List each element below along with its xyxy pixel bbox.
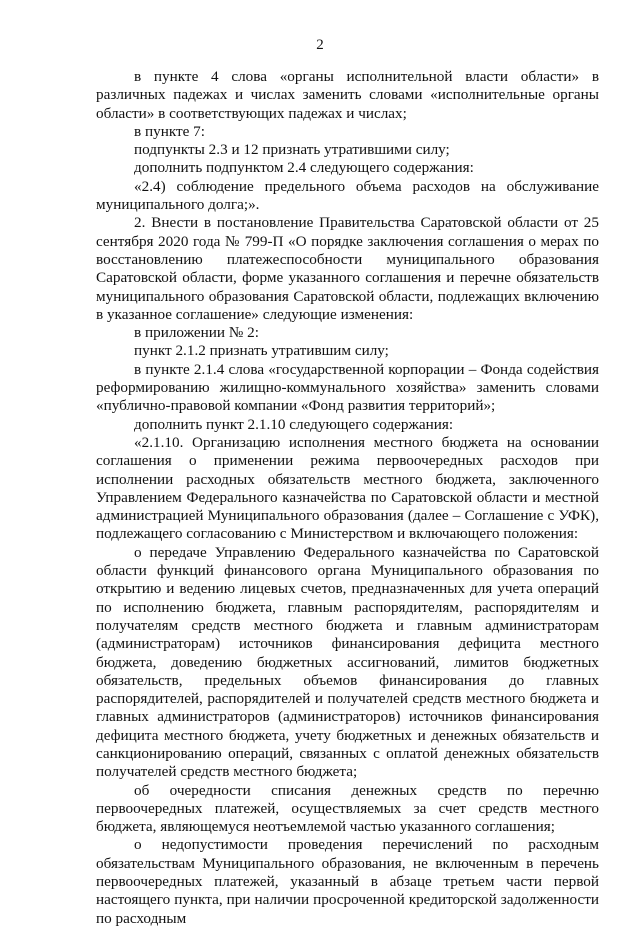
page-number: 2 [316, 37, 324, 53]
paragraph: в пункте 7: [134, 122, 205, 140]
paragraph: дополнить подпунктом 2.4 следующего содержания: [134, 159, 474, 177]
paragraph: в пункте 2.1.4 слова «государственной корпорации – Фонда содействия реформированию жилищно-коммунального хозяйства» заменить словами «публично-правовой компании «Фонд развития территорий»; [96, 360, 599, 415]
paragraph: 2. Внести в постановление Правительства Саратовской области от 25 сентября 2020 года № 799-П «О порядке заключения соглашения о мерах по восстановлению платежеспособности муниципального образования Саратовской области, форме указанного соглашения и перечне обязательств муниципального образования Саратовской области, подлежащих включению в указанное соглашение» следующие изменения: [96, 214, 599, 323]
paragraph: дополнить пункт 2.1.10 следующего содержания: [134, 415, 454, 433]
paragraph: в пункте 4 слова «органы исполнительной власти области» в различных падежах и числах заменить словами «исполнительные органы области» в соответствующих падежах и числах; [96, 68, 599, 122]
paragraph: в приложении № 2: [134, 324, 259, 342]
paragraph: «2.4) соблюдение предельного объема расходов на обслуживание муниципального долга;». [96, 177, 599, 214]
paragraph: пункт 2.1.2 признать утратившим силу; [134, 342, 389, 360]
paragraph: «2.1.10. Организацию исполнения местного бюджета на основании соглашения о применении режима первоочередных расходов при исполнении расходных обязательств местного бюджета, заключенного Управлением Федерального казначейства по Саратовской области и местной администрацией Муниципального образования (далее – Соглашение с УФК), подлежащего согласованию с Министерством и включающего положения: [96, 433, 599, 543]
paragraph: о передаче Управлению Федерального казначейства по Саратовской области функций финансового органа Муниципального образования по открытию и ведению лицевых счетов, предназначенных для учета операций по исполнению бюджета, главным распорядителям, распорядителям и получателям средств местного бюджета и главным администраторам (администраторам) источников финансирования дефицита местного бюджета, доведению бюджетных ассигнований, лимитов бюджетных обязательств, предельных объемов финансирования до главных распорядителей, распорядителей и получателей средств местного бюджета и главных администраторов (администраторов) источников финансирования дефицита местного бюджета, учету бюджетных и денежных обязательств и санкционированию операций, связанных с оплатой денежных обязательств получателей средств местного бюджета; [96, 543, 599, 781]
paragraph: об очередности списания денежных средств по перечню первоочередных платежей, осуществляемых за счет средств местного бюджета, являющемуся неотъемлемой частью указанного соглашения; [96, 781, 599, 836]
paragraph: подпункты 2.3 и 12 признать утратившими силу; [134, 141, 450, 159]
paragraph: о недопустимости проведения перечислений по расходным обязательствам Муниципального образования, не включенным в перечень первоочередных платежей, указанный в абзаце третьем части первой настоящего пункта, при наличии просроченной кредиторской задолженности по расходным [96, 836, 599, 927]
document-body [96, 68, 599, 928]
